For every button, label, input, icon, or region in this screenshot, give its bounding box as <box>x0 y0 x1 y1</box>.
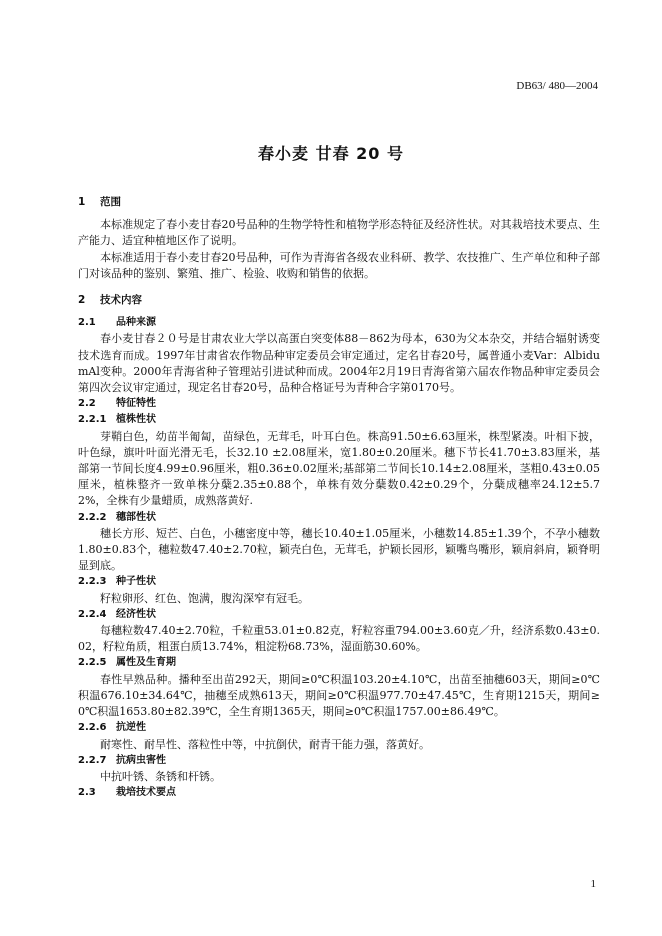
section-heading <box>78 194 600 210</box>
section-number: 2.2.5 <box>78 657 107 669</box>
section-heading <box>78 292 600 308</box>
body-paragraph: 每穗粒数47.40±2.70粒，千粒重53.01±0.82克，籽粒容重794.00±3.60克／升，经济系数0.43±0.02，籽粒角质，粗蛋白质13.74%，粗淀粉68.73%，湿面筋30.60%。 <box>78 624 600 654</box>
section-heading-text: 植株性状 <box>116 414 156 426</box>
section-heading-text: 属性及生育期 <box>116 657 176 669</box>
section-heading <box>78 720 600 736</box>
section-heading <box>78 396 600 412</box>
section-heading <box>78 753 600 769</box>
section-heading <box>78 655 600 671</box>
page-number: 1 <box>590 878 596 890</box>
section-heading <box>78 315 600 331</box>
section-heading <box>78 607 600 623</box>
section-number: 2 <box>78 294 86 307</box>
body-paragraph: 本标准适用于春小麦甘春20号品种，可作为青海省各级农业科研、教学、农技推广、生产单位和种子部门对该品种的鉴别、繁殖、推广、检验、收购和销售的依据。 <box>78 250 600 280</box>
section-number: 2.2.1 <box>78 414 107 426</box>
section-heading-text: 特征特性 <box>116 398 156 410</box>
body-paragraph: 春性早熟品种。播种至出苗292天，期间≥0℃积温103.20±4.10℃，出苗至抽穗603天，期间≥0℃积温676.10±34.64℃，抽穗至成熟613天，期间≥0℃积温977.70±47.45℃，生育期1215天，期间≥0℃积温1653.80±82.39℃，全生育期1365天，期间≥0℃积温1757.00±86.49℃。 <box>78 672 600 719</box>
standard-code: DB63/ 480—2004 <box>516 80 598 92</box>
section-number: 2.2.7 <box>78 754 107 766</box>
body-paragraph: 耐寒性、耐旱性、落粒性中等，中抗倒伏，耐青干能力强，落黄好。 <box>100 737 430 751</box>
body-paragraph: 本标准规定了春小麦甘春20号品种的生物学特性和植物学形态特征及经济性状。对其栽培技术要点、生产能力、适宜种植地区作了说明。 <box>78 218 600 248</box>
body-paragraph: 籽粒卵形、红色、饱满，腹沟深窄有冠毛。 <box>100 591 309 605</box>
section-number: 2.2.2 <box>78 511 107 523</box>
section-heading-text: 经济性状 <box>116 608 156 620</box>
section-heading-text: 穗部性状 <box>116 511 156 523</box>
section-heading <box>78 510 600 526</box>
body-paragraph: 芽鞘白色，幼苗半匍匐，苗绿色，无茸毛，叶耳白色。株高91.50±6.63厘米，株型紧凑。叶相下披，叶色绿，旗叶叶面光滑无毛，长32.10 ±2.08厘米，宽1.80±0.20厘米。穗下节长41.70±3.83厘米，基部第一节间长度4.99±0.96厘米，粗0.36±0.02厘米;基部第二节间长10.14±2.08厘米，茎粗0.43±0.05厘米，植株整齐一致单株分蘖2.35±0.88个，单株有效分蘖数0.42±0.29个，分蘖成穗率24.12±5.72%，全株有少量蜡质，成熟落黄好. <box>78 429 600 508</box>
section-number: 1 <box>78 196 86 208</box>
section-number: 2.1 <box>78 317 96 329</box>
section-heading-text: 栽培技术要点 <box>116 787 176 799</box>
section-number: 2.2.3 <box>78 576 107 588</box>
section-heading-text: 技术内容 <box>100 294 142 307</box>
section-heading-text: 抗逆性 <box>116 722 146 734</box>
section-number: 2.3 <box>78 787 96 799</box>
document-body <box>78 194 600 801</box>
section-number: 2.2.6 <box>78 722 107 734</box>
body-paragraph: 春小麦甘春２０号是甘肃农业大学以高蛋白突变体88－862为母本，630为父本杂交，并结合辐射诱变技术选育而成。1997年甘肃省农作物品种审定委员会审定通过，定名甘春20号，属普通小麦Var：AlbidumAl变种。2000年青海省种子管理站引进试种而成。2004年2月19日青海省第六届农作物品种审定委员会第四次会议审定通过，现定名甘春20号，品种合格证号为青种合字第0170号。 <box>78 332 600 395</box>
document-title: 春小麦 甘春 20 号 <box>258 144 404 163</box>
section-heading-text: 范围 <box>100 196 121 208</box>
section-heading-text: 种子性状 <box>116 576 156 588</box>
section-heading <box>78 412 600 428</box>
section-heading-text: 抗病虫害性 <box>116 754 166 766</box>
body-paragraph: 中抗叶锈、条锈和杆锈。 <box>100 769 221 783</box>
section-number: 2.2.4 <box>78 608 107 620</box>
section-heading <box>78 785 600 801</box>
section-heading-text: 品种来源 <box>116 317 156 329</box>
section-heading <box>78 574 600 590</box>
body-paragraph: 穗长方形、短芒、白色，小穗密度中等，穗长10.40±1.05厘米，小穗数14.85±1.39个，不孕小穗数1.80±0.83个，穗粒数47.40±2.70粒，颖壳白色，无茸毛，护颖长园形，颖嘴鸟嘴形，颖肩斜肩，颖脊明显到底。 <box>78 526 600 573</box>
section-number: 2.2 <box>78 398 96 410</box>
